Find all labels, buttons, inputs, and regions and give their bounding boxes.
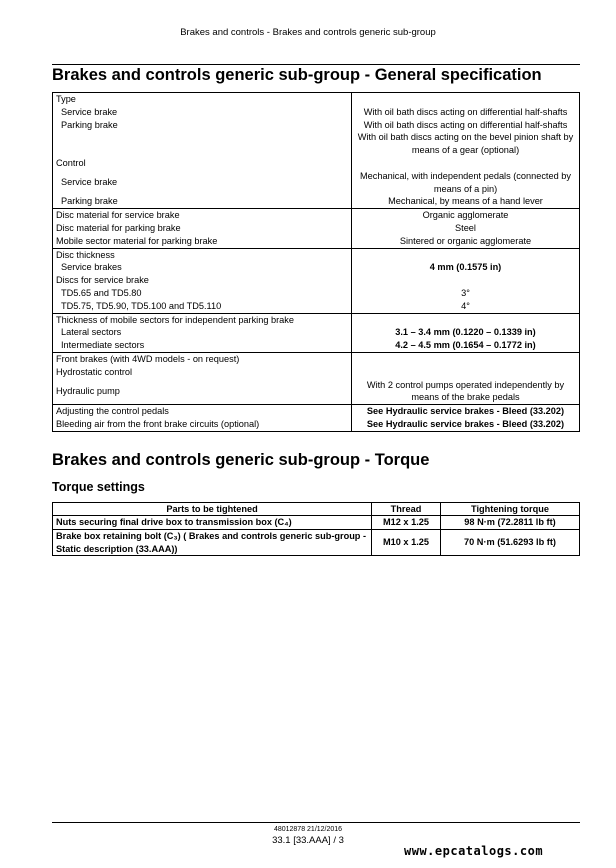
spec-value xyxy=(352,274,580,287)
spec-label: Service brake xyxy=(53,170,352,196)
spec-label: Parking brake xyxy=(53,195,352,208)
torque-value: 98 N·m (72.2811 lb ft) xyxy=(441,516,580,530)
spec-row xyxy=(53,209,580,222)
spec-value: With oil bath discs acting on differential half-shafts xyxy=(352,106,580,119)
spec-value: 4.2 – 4.5 mm (0.1654 – 0.1772 in) xyxy=(352,339,580,352)
spec-row xyxy=(53,222,580,235)
spec-value: 3° xyxy=(352,287,580,300)
watermark: www.epcatalogs.com xyxy=(404,844,544,858)
spec-label: Control xyxy=(53,157,352,170)
spec-value xyxy=(352,366,580,379)
spec-row xyxy=(53,352,580,365)
spec-value: Sintered or organic agglomerate xyxy=(352,235,580,248)
spec-row xyxy=(53,248,580,261)
col-header-parts: Parts to be tightened xyxy=(53,503,372,516)
spec-row xyxy=(53,379,580,405)
spec-label: Service brakes xyxy=(53,261,352,274)
spec-value xyxy=(352,93,580,106)
spec-label: Disc material for service brake xyxy=(53,209,352,222)
spec-row xyxy=(53,106,580,119)
footer-rule xyxy=(52,822,580,823)
footer-page-number: 33.1 [33.AAA] / 3 xyxy=(272,835,344,846)
spec-value: 4° xyxy=(352,300,580,313)
spec-value: Mechanical, by means of a hand lever xyxy=(352,195,580,208)
spec-value: Steel xyxy=(352,222,580,235)
spec-label: Type xyxy=(53,93,352,106)
spec-value xyxy=(352,352,580,365)
spec-label: Service brake xyxy=(53,106,352,119)
spec-row xyxy=(53,405,580,418)
torque-part: Brake box retaining bolt (C₃) ( Brakes and controls generic sub-group - Static description (33.AAA)) xyxy=(53,529,372,556)
torque-part: Nuts securing final drive box to transmission box (C₄) xyxy=(53,516,372,530)
spec-row xyxy=(53,300,580,313)
spec-row xyxy=(53,157,580,170)
spec-value: 3.1 – 3.4 mm (0.1220 – 0.1339 in) xyxy=(352,326,580,339)
spec-label: Hydraulic pump xyxy=(53,379,352,405)
spec-value: With oil bath discs acting on the bevel pinion shaft by means of a gear (optional) xyxy=(352,131,580,157)
spec-row xyxy=(53,195,580,208)
spec-label: Discs for service brake xyxy=(53,274,352,287)
spec-row xyxy=(53,313,580,326)
col-header-torque: Tightening torque xyxy=(441,503,580,516)
spec-row xyxy=(53,339,580,352)
spec-value: 4 mm (0.1575 in) xyxy=(352,261,580,274)
spec-label: Lateral sectors xyxy=(53,326,352,339)
spec-label: Thickness of mobile sectors for independent parking brake xyxy=(53,313,352,326)
running-header: Brakes and controls - Brakes and controls generic sub-group xyxy=(180,27,436,38)
torque-subtitle: Torque settings xyxy=(52,480,145,494)
spec-label: Front brakes (with 4WD models - on request) xyxy=(53,352,352,365)
spec-row xyxy=(53,119,580,132)
spec-value: See Hydraulic service brakes - Bleed (33.202) xyxy=(352,418,580,431)
torque-row xyxy=(53,529,580,556)
spec-value: With oil bath discs acting on differential half-shafts xyxy=(352,119,580,132)
spec-value xyxy=(352,313,580,326)
torque-table xyxy=(52,502,580,556)
spec-label: Disc thickness xyxy=(53,248,352,261)
spec-title-rule xyxy=(52,64,580,65)
spec-label: Adjusting the control pedals xyxy=(53,405,352,418)
spec-label: Mobile sector material for parking brake xyxy=(53,235,352,248)
spec-label: Disc material for parking brake xyxy=(53,222,352,235)
spec-row xyxy=(53,418,580,431)
spec-row xyxy=(53,366,580,379)
col-header-thread: Thread xyxy=(372,503,441,516)
spec-value: See Hydraulic service brakes - Bleed (33.202) xyxy=(352,405,580,418)
spec-value: Mechanical, with independent pedals (connected by means of a pin) xyxy=(352,170,580,196)
torque-row xyxy=(53,516,580,530)
spec-label xyxy=(53,131,352,157)
spec-label: TD5.65 and TD5.80 xyxy=(53,287,352,300)
spec-row xyxy=(53,261,580,274)
spec-row xyxy=(53,93,580,106)
torque-thread: M10 x 1.25 xyxy=(372,529,441,556)
spec-label: TD5.75, TD5.90, TD5.100 and TD5.110 xyxy=(53,300,352,313)
spec-row xyxy=(53,287,580,300)
spec-value xyxy=(352,157,580,170)
spec-row xyxy=(53,131,580,157)
spec-row xyxy=(53,274,580,287)
general-spec-table xyxy=(52,92,580,432)
spec-label: Intermediate sectors xyxy=(53,339,352,352)
footer-code: 48012878 21/12/2016 xyxy=(273,826,343,833)
torque-title: Brakes and controls generic sub-group - Torque xyxy=(52,451,430,469)
spec-row xyxy=(53,235,580,248)
spec-value: Organic agglomerate xyxy=(352,209,580,222)
torque-value: 70 N·m (51.6293 lb ft) xyxy=(441,529,580,556)
spec-label: Parking brake xyxy=(53,119,352,132)
spec-value: With 2 control pumps operated independently by means of the brake pedals xyxy=(352,379,580,405)
torque-thread: M12 x 1.25 xyxy=(372,516,441,530)
spec-row xyxy=(53,170,580,196)
spec-value xyxy=(352,248,580,261)
spec-row xyxy=(53,326,580,339)
spec-label: Hydrostatic control xyxy=(53,366,352,379)
spec-label: Bleeding air from the front brake circuits (optional) xyxy=(53,418,352,431)
spec-title: Brakes and controls generic sub-group - General specification xyxy=(52,66,542,84)
